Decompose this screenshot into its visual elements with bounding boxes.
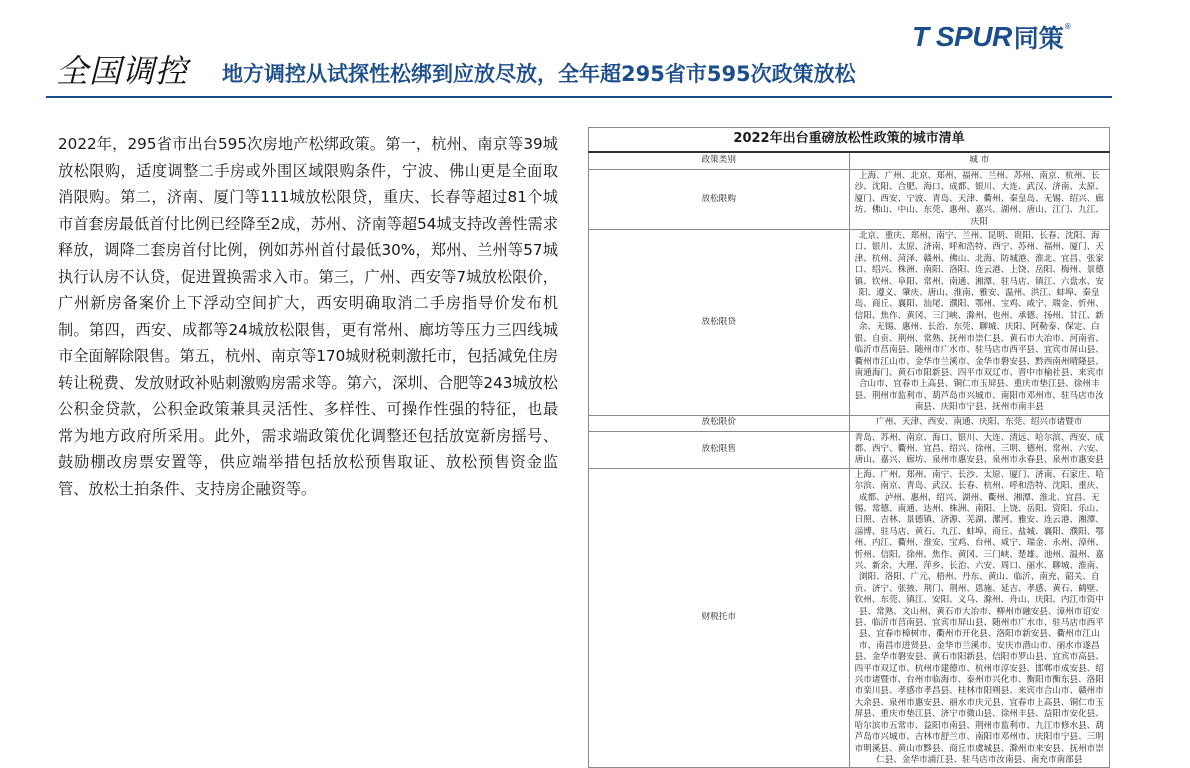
header-divider xyxy=(46,96,1112,98)
registered-mark: ® xyxy=(1063,22,1072,31)
table-header-row xyxy=(589,152,1110,170)
table-row xyxy=(589,415,1110,431)
row-cities: 青岛、苏州、南京、海口、银川、大连、清远、哈尔滨、西安、成都、西宁、衢州、宜昌、绍兴、徐州、三明、德州、常州、六安、唐山、嘉兴、廊坊、泉州市惠安县、泉州市永春县、泉州市惠安县 xyxy=(849,431,1110,468)
row-cities: 上海、广州、北京、郑州、福州、兰州、苏州、南京、杭州、长沙、沈阳、合肥、海口、成都、银川、大连、武汉、济南、太原、厦门、西安、宁波、青岛、天津、衢州、秦皇岛、无锡、绍兴、廊坊、佛山、中山、东莞、惠州、嘉兴、湖州、唐山、江门、九江、庆阳 xyxy=(849,170,1110,230)
column-header-city: 城 市 xyxy=(849,152,1110,170)
table-row xyxy=(589,230,1110,416)
logo-chinese: 同策 xyxy=(1013,24,1064,53)
row-type: 放松限售 xyxy=(589,431,850,468)
page-title: 全国调控 xyxy=(56,52,189,90)
table-title: 2022年出台重磅放松性政策的城市清单 xyxy=(589,128,1110,153)
row-type: 放松限购 xyxy=(589,170,850,230)
company-logo xyxy=(912,20,1072,54)
column-header-type: 政策类别 xyxy=(589,152,850,170)
table-row xyxy=(589,431,1110,468)
row-cities: 上海、广州、郑州、南宁、长沙、太原、厦门、济南、石家庄、哈尔滨、南京、青岛、武汉、长春、杭州、呼和浩特、沈阳、重庆、成都、泸州、惠州、绍兴、湖州、衢州、湘潭、淮北、宜昌、无锡、常德、南通、达州、株洲、南阳、上饶、岳阳、资阳、乐山、日照、吉林、景德镇、济源、芜湖、漯河、雅安、连云港、湘潭、淄博、驻马店、黄石、九江、蚌埠、商丘、盐城、襄阳、濮阳、鄂州、内江、衢州、淮安、宝鸡、台州、咸宁、瑞金、永州、漳州、忻州、信阳、徐州、焦作、黄冈、三门峡、楚雄、池州、温州、嘉兴、新余、大理、萍乡、长治、六安、周口、丽水、聊城、淮南、浏阳、洛阳、广元、梧州、丹东、黄山、临沂、南充、韶关、自贡、济宁、张掖、荆门、荆州、恩施、延吉、孝感、黄石、鹤壁、钦州、东莞、镇江、安阳、义乌、滁州、舟山、庆阳、内江市资中县、常熟、文山州、黄石市大冶市、柳州市融安县、漳州市诏安县、临沂市莒南县、宜宾市屏山县、随州市广水市、驻马店市西平县、宜春市樟树市、衢州市开化县、洛阳市新安县、衢州市江山市、南昌市进贤县、金华市兰溪市、安庆市潜山市、丽水市遂昌县、金华市磐安县、黄石市阳新县、信阳市罗山县、宜宾市高县、四平市双辽市、杭州市建德市、杭州市淳安县、邯郸市成安县、绍兴市诸暨市、台州市临海市、泰州市兴化市、衡阳市衡东县、洛阳市栾川县、孝感市孝昌县、桂林市阳朔县、来宾市合山市、赣州市大余县、泉州市惠安县、丽水市庆元县、宜春市上高县、铜仁市玉屏县、重庆市垫江县、济宁市微山县、徐州丰县、益阳市安化县、哈尔滨市五常市、益阳市南县、荆州市监利市、九江市修水县、葫芦岛市兴城市、吉林市舒兰市、南阳市邓州市、庆阳市宁县、三明市明溪县、黄山市黟县、商丘市虞城县、滁州市来安县、抚州市崇仁县、金华市浦江县、驻马店市汝南县、南充市南部县 xyxy=(849,468,1110,768)
policy-summary-paragraph: 2022年，295省市出台595次房地产松绑政策。第一，杭州、南京等39城放松限购，适度调整二手房或外围区域限购条件，宁波、佛山更是全面取消限购。第二，济南、厦门等111城放松限贷，重庆、长春等超过81个城市首套房最低首付比例已经降至2成，苏州、济南等超54城支持改善性需求释放，调降二套房首付比例，例如苏州首付最低30%，郑州、兰州等57城执行认房不认贷，促进置换需求入市。第三，广州、西安等7城放松限价，广州新房备案价上下浮动空间扩大，西安明确取消二手房指导价发布机制。第四，西安、成都等24城放松限售，更有常州、廊坊等压力三四线城市全面解除限售。第五，杭州、南京等170城财税刺激托市，包括减免住房转让税费、发放财政补贴刺激购房需求等。第六，深圳、合肥等243城放松公积金贷款，公积金政策兼具灵活性、多样性、可操作性强的特征，也最常为地方政府所采用。此外，需求端政策优化调整还包括放宽新房摇号、鼓励棚改房票安置等，供应端举措包括放松预售取证、放松预售资金监管、放松土拍条件、支持房企融资等。 xyxy=(58,135,558,498)
row-type: 放松限贷 xyxy=(589,230,850,416)
logo-wordmark: T SPUR xyxy=(912,21,1012,52)
row-type: 放松限价 xyxy=(589,415,850,431)
row-type: 财税托市 xyxy=(589,468,850,768)
row-cities: 北京、重庆、郑州、南宁、兰州、昆明、贵阳、长春、沈阳、海口、银川、太原、济南、呼和浩特、西宁、苏州、福州、厦门、天津、杭州、菏泽、赣州、佛山、北海、防城港、淮北、宜昌、张家口、绍兴、株洲、南阳、洛阳、连云港、上饶、岳阳、梅州、景德镇、钦州、阜阳、常州、南通、湘潭、驻马店、镇江、六盘水、安阳、遵义、肇庆、唐山、淮南、雅安、温州、洪江、蚌埠、秦皇岛、商丘、襄阳、汕尾、濮阳、鄂州、宝鸡、咸宁、瑞金、忻州、信阳、焦作、黄冈、三门峡、滁州、也州、承德、扬州、甘江、新余、无锡、惠州、长治、东莞、聊城、庆阳、阿勒泰、保定、白银、自贡、荆州、常熟、抚州市崇仁县、黄石市大冶市、河南省、临沂市莒南县、随州市广水市、驻马店市西平县、宜宾市屏山县、衢州市江山市、金华市兰溪市、金华市磐安县、黔西南州晴隆县、南通海门、黄石市阳新县、四平市双辽市、晋中市榆社县、来宾市合山市、宜春市上高县、铜仁市玉屏县、重庆市垫江县、徐州丰县、荆州市监利市、葫芦岛市兴城市、南阳市邓州市、驻马店市汝南县、庆阳市宁县、抚州市南丰县 xyxy=(849,230,1110,416)
city-policy-table xyxy=(588,127,1110,768)
page-subtitle: 地方调控从试探性松绑到应放尽放，全年超295省市595次政策放松 xyxy=(222,62,856,86)
table-row xyxy=(589,170,1110,230)
row-cities: 广州、天津、西安、南通、庆阳、东莞、绍兴市诸暨市 xyxy=(849,415,1110,431)
table-row xyxy=(589,468,1110,768)
